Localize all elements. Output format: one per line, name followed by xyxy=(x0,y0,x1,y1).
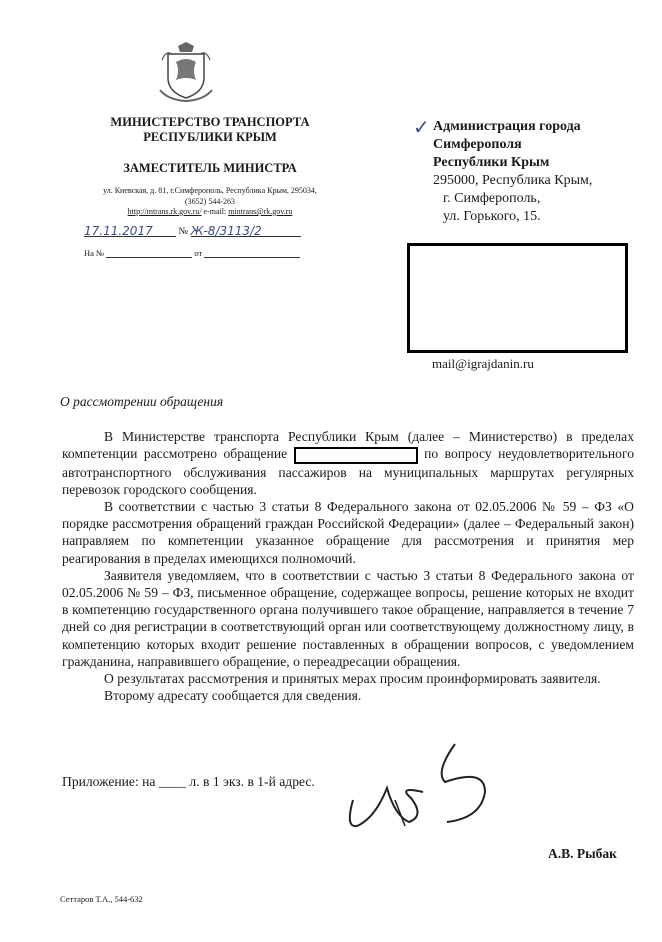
attachment-note: Приложение: на ____ л. в 1 экз. в 1-й адрес. xyxy=(62,774,315,789)
website-link[interactable]: http://mtrans.rk.gov.ru/ xyxy=(127,207,202,216)
letter-subject: О рассмотрении обращения xyxy=(60,394,224,409)
letter-body xyxy=(62,428,634,704)
paragraph-1-part-a: В Министерстве транспорта Республики Крым (далее – Министерство) в пределах компетенции рассмотрено обращение xyxy=(62,429,634,462)
ministry-address: ул. Киевская, д. 81, г.Симферополь, Республика Крым, 295034, xyxy=(103,186,317,195)
addressee-line2: Симферополя xyxy=(433,137,522,152)
na-label: На № xyxy=(84,248,105,258)
redacted-applicant xyxy=(294,447,418,464)
reg-number: Ж-8/3113/2 xyxy=(190,224,262,238)
ministry-name-line1: МИНИСТЕРСТВО ТРАНСПОРТА xyxy=(110,115,310,129)
addressee-line1: Администрация города xyxy=(433,119,581,134)
ministry-email-link[interactable]: mintrans@rk.gov.ru xyxy=(228,207,293,216)
ministry-name-line2: РЕСПУБЛИКИ КРЫМ xyxy=(143,130,277,144)
email-label: e-mail: xyxy=(203,207,227,216)
paragraph-5: Второму адресату сообщается для сведения. xyxy=(104,688,362,704)
web-contacts xyxy=(60,207,360,218)
ministry-name xyxy=(60,115,360,145)
cc-email: mail@igrajdanin.ru xyxy=(432,356,534,371)
addressee-block xyxy=(433,118,592,226)
ot-label: от xyxy=(194,248,203,258)
checkmark-icon: ✓ xyxy=(413,115,430,139)
registration-line xyxy=(84,224,301,237)
paragraph-2: В соответствии с частью 3 статьи 8 Федерального закона от 02.05.2006 № 59 – ФЗ «О порядке рассмотрения обращений граждан Российской Федерации» (далее – Федеральный закон) направляем по компетенции указанное обращение для рассмотрения и принятия мер реагирования в пределах имеющихся полномочий. xyxy=(62,498,634,566)
addressee-line4: 295000, Республика Крым, xyxy=(433,173,593,188)
paragraph-1 xyxy=(62,428,634,498)
paragraph-4: О результатах рассмотрения и принятых мерах просим проинформировать заявителя. xyxy=(104,671,601,687)
executor-info: Сеттаров Т.А., 544-632 xyxy=(60,894,143,904)
signer-name: А.В. Рыбак xyxy=(548,846,617,861)
contact-block xyxy=(60,186,360,218)
addressee-line5: г. Симферополь, xyxy=(443,191,541,206)
reference-line xyxy=(84,248,300,258)
coat-of-arms-emblem xyxy=(158,40,214,102)
paragraph-1-part-b: по вопросу неудовлетворительного автотранспортного обслуживания пассажиров на муниципальных маршрутах регулярных перевозок городского сообщения. xyxy=(62,446,634,497)
reg-date: 17.11.2017 xyxy=(84,224,153,238)
paragraph-3: Заявителя уведомляем, что в соответствии с частью 3 статьи 8 Федерального закона от 02.05.2006 № 59 – ФЗ, письменное обращение, содержащее вопросы, решение которых не входит в компетенцию государственного органа получившего такое обращение, направляется в течение 7 дней со дня регистрации в соответствующий орган или соответствующему должностному лицу, в компетенцию которых входит решение поставленных в обращении вопросов, с уведомлением гражданина, направившего обращение, о переадресации обращения. xyxy=(62,567,634,669)
position-title: ЗАМЕСТИТЕЛЬ МИНИСТРА xyxy=(123,161,297,175)
redacted-recipient-box xyxy=(407,243,628,353)
no-label: № xyxy=(178,226,189,237)
addressee-line3: Республики Крым xyxy=(433,155,550,170)
handwritten-signature xyxy=(335,738,525,843)
addressee-line6: ул. Горького, 15. xyxy=(443,209,541,224)
ministry-phone: (3652) 544-263 xyxy=(185,196,235,206)
